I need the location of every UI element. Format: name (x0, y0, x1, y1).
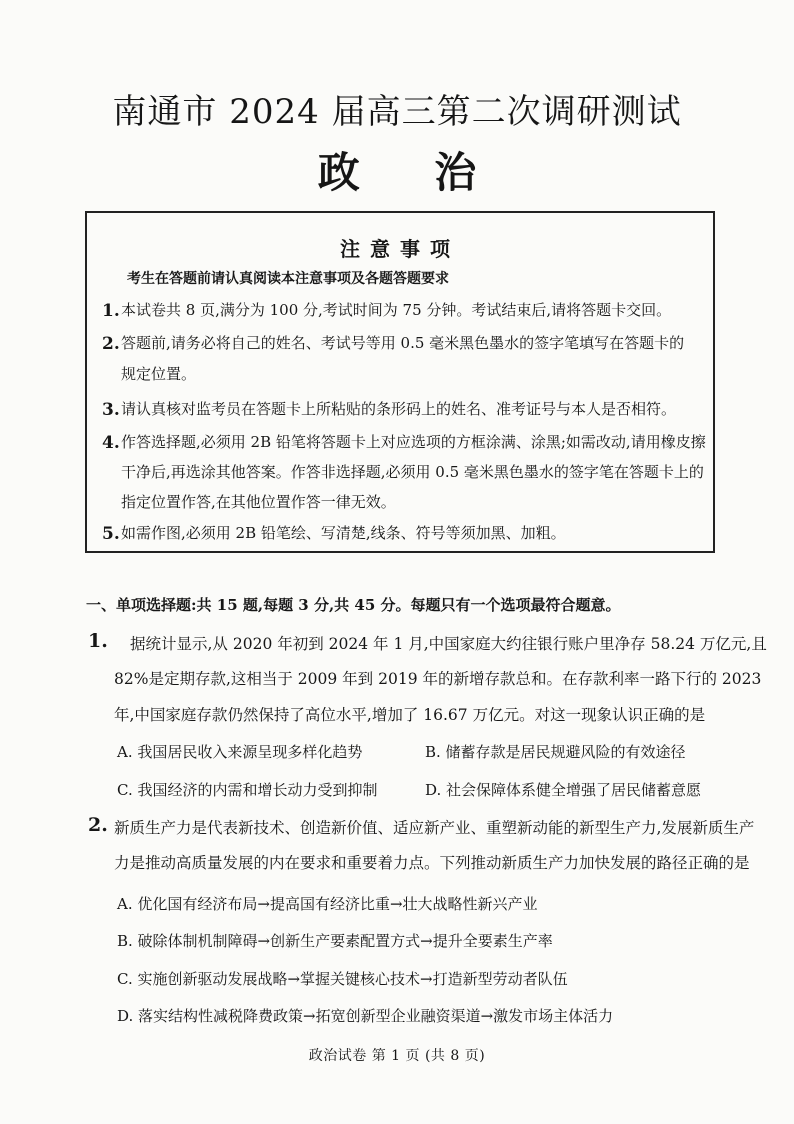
notice-item-text: 指定位置作答,在其他位置作答一律无效。 (121, 493, 396, 511)
notice-item-text: 干净后,再选涂其他答案。作答非选择题,必须用 0.5 毫米黑色墨水的签字笔在答题卡上的 (121, 463, 704, 481)
notice-item-text: 请认真核对监考员在答题卡上所粘贴的条形码上的姓名、准考证号与本人是否相符。 (121, 400, 677, 418)
question-text-line: 82%是定期存款,这相当于 2009 年到 2019 年的新增存款总和。在存款利率一路下行的 2023 (114, 670, 762, 688)
question-number: 2. (88, 814, 108, 836)
option-c[interactable]: C. 我国经济的内需和增长动力受到抑制 (117, 781, 378, 799)
notice-item-text: 规定位置。 (121, 365, 197, 383)
option-d[interactable]: D. 落实结构性减税降费政策→拓宽创新型企业融资渠道→激发市场主体活力 (117, 1007, 614, 1025)
question-text-line: 年,中国家庭存款仍然保持了高位水平,增加了 16.67 万亿元。对这一现象认识正确的是 (114, 706, 706, 724)
notice-title: 注意事项 (340, 237, 460, 261)
notice-item-text: 作答选择题,必须用 2B 铅笔将答题卡上对应选项的方框涂满、涂黑;如需改动,请用橡皮擦 (121, 433, 706, 451)
notice-item-number: 2. (102, 334, 120, 354)
question-text-line: 据统计显示,从 2020 年初到 2024 年 1 月,中国家庭大约往银行账户里净存 58.24 万亿元,且 (130, 635, 767, 653)
option-a[interactable]: A. 我国居民收入来源呈现多样化趋势 (117, 743, 363, 761)
notice-box (85, 211, 715, 553)
option-b[interactable]: B. 储蓄存款是居民规避风险的有效途径 (425, 743, 686, 761)
notice-item-number: 1. (102, 301, 120, 321)
notice-item-text: 答题前,请务必将自己的姓名、考试号等用 0.5 毫米黑色墨水的签字笔填写在答题卡的 (121, 334, 685, 352)
notice-item-number: 4. (102, 433, 120, 453)
notice-item-number: 5. (102, 524, 120, 544)
section-heading: 一、单项选择题:共 15 题,每题 3 分,共 45 分。每题只有一个选项最符合题意。 (86, 596, 621, 614)
notice-intro: 考生在答题前请认真阅读本注意事项及各题答题要求 (127, 271, 449, 287)
notice-item-text: 本试卷共 8 页,满分为 100 分,考试时间为 75 分钟。考试结束后,请将答题卡交回。 (121, 301, 672, 319)
option-c[interactable]: C. 实施创新驱动发展战略→掌握关键核心技术→打造新型劳动者队伍 (117, 970, 568, 988)
subject-title: 政 治 (317, 148, 507, 197)
notice-item-text: 如需作图,必须用 2B 铅笔绘、写清楚,线条、符号等须加黑、加粗。 (121, 524, 566, 542)
page-footer: 政治试卷 第 1 页 (共 8 页) (308, 1048, 486, 1064)
question-text-line: 新质生产力是代表新技术、创造新价值、适应新产业、重塑新动能的新型生产力,发展新质生产 (114, 819, 755, 837)
question-text-line: 力是推动高质量发展的内在要求和重要着力点。下列推动新质生产力加快发展的路径正确的是 (114, 854, 750, 872)
exam-title: 南通市 2024 届高三第二次调研测试 (112, 92, 682, 132)
question-number: 1. (88, 630, 108, 652)
option-b[interactable]: B. 破除体制机制障碍→创新生产要素配置方式→提升全要素生产率 (117, 932, 553, 950)
notice-item-number: 3. (102, 400, 120, 420)
option-d[interactable]: D. 社会保障体系健全增强了居民储蓄意愿 (425, 781, 702, 799)
option-a[interactable]: A. 优化国有经济布局→提高国有经济比重→壮大战略性新兴产业 (117, 895, 538, 913)
